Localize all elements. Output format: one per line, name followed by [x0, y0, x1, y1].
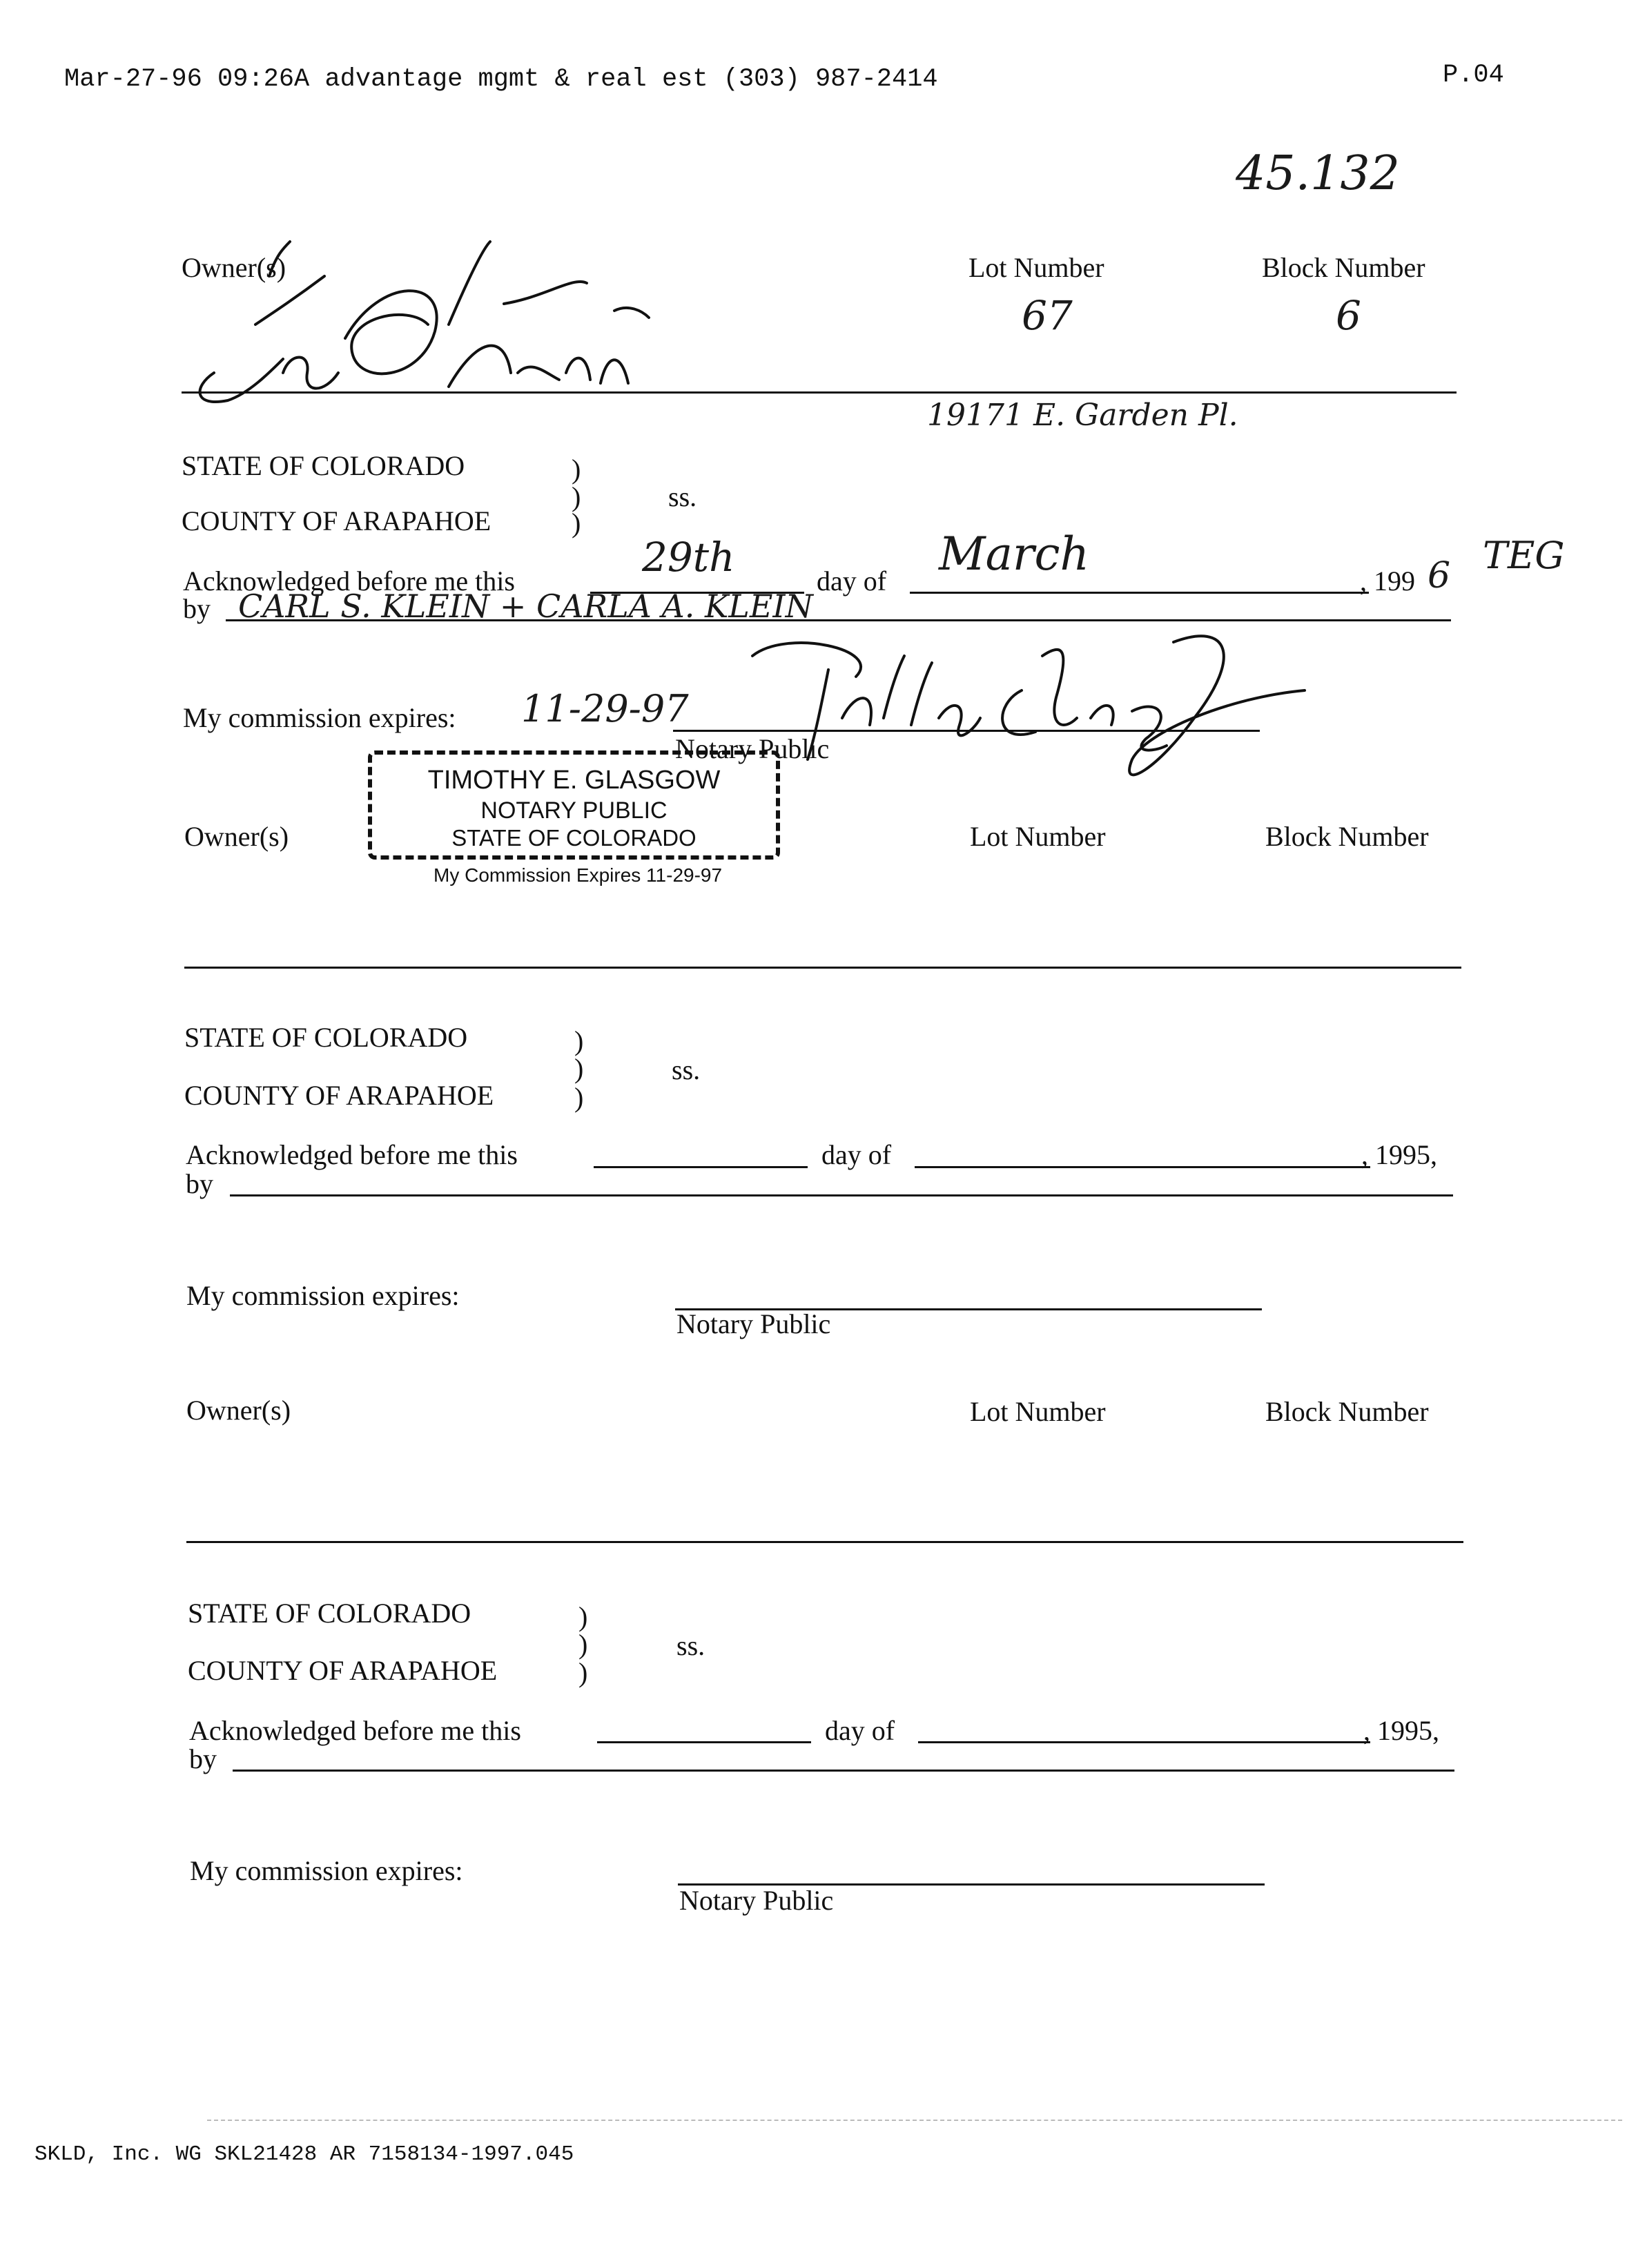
month-line-1 [910, 592, 1369, 594]
day-of-label-3: day of [825, 1715, 895, 1746]
owners-label-3: Owner(s) [186, 1395, 291, 1426]
ss-label-3: ss. [676, 1630, 705, 1661]
paren-2a: ) [574, 1025, 584, 1056]
owners-label-2: Owner(s) [184, 821, 289, 852]
paren-3b: ) [578, 1629, 588, 1660]
lot-number-label-2: Lot Number [970, 821, 1106, 852]
paren-3a: ) [578, 1601, 588, 1632]
handwritten-initials: TEG [1483, 534, 1565, 577]
commission-label-1: My commission expires: [183, 702, 456, 733]
footer-reference: SKLD, Inc. WG SKL21428 AR 7158134-1997.045 [35, 2142, 574, 2167]
handwritten-file-number: 45.132 [1236, 146, 1400, 201]
year-printed-1: , 199 [1360, 565, 1415, 597]
by-label-3: by [189, 1743, 217, 1774]
day-of-label-2: day of [821, 1139, 892, 1170]
by-label-1: by [183, 593, 211, 624]
notary-stamp [368, 750, 780, 860]
notary-signature-image [746, 614, 1312, 794]
fax-page-number: P.04 [1443, 61, 1504, 90]
day-value-1: 29th [642, 534, 735, 581]
stamp-commission-expires: My Commission Expires 11-29-97 [434, 864, 723, 886]
day-of-label-1: day of [817, 565, 887, 597]
by-label-2: by [186, 1168, 213, 1199]
year-handwritten-1: 6 [1428, 555, 1451, 597]
year-label-3: , 1995, [1363, 1715, 1439, 1746]
by-line-3 [233, 1770, 1454, 1772]
ss-label-1: ss. [668, 481, 697, 512]
stamp-notary-state: STATE OF COLORADO [451, 825, 697, 851]
state-label-3: STATE OF COLORADO [188, 1598, 471, 1629]
fax-header-line: Mar-27-96 09:26A advantage mgmt & real est (303) 987-2414 [64, 65, 938, 94]
state-label-1: STATE OF COLORADO [182, 450, 465, 481]
lot-number-label-3: Lot Number [970, 1396, 1106, 1427]
county-label-2: COUNTY OF ARAPAHOE [184, 1080, 494, 1111]
paren-2c: ) [574, 1082, 584, 1113]
block-number-label-2: Block Number [1265, 821, 1429, 852]
paren-1a: ) [572, 454, 581, 485]
lot-number-label-1: Lot Number [968, 252, 1104, 283]
by-line-2 [230, 1194, 1453, 1196]
owner-line-3 [186, 1541, 1463, 1543]
month-line-2 [915, 1166, 1370, 1168]
paren-1c: ) [572, 507, 581, 539]
owner-line-1 [182, 391, 1457, 394]
commission-label-2: My commission expires: [186, 1280, 460, 1311]
ss-label-2: ss. [672, 1054, 701, 1085]
notary-public-label-3: Notary Public [679, 1885, 834, 1916]
block-number-label-1: Block Number [1262, 252, 1425, 283]
stamp-notary-title: NOTARY PUBLIC [480, 797, 668, 824]
notary-public-label-2: Notary Public [676, 1308, 831, 1339]
acknowledged-label-1: Acknowledged before me this [183, 565, 515, 597]
year-label-2: , 1995, [1361, 1139, 1437, 1170]
property-address-1: 19171 E. Garden Pl. [927, 398, 1238, 433]
paren-2b: ) [574, 1053, 584, 1084]
day-line-2 [594, 1166, 808, 1168]
county-label-1: COUNTY OF ARAPAHOE [182, 505, 491, 536]
stamp-notary-name: TIMOTHY E. GLASGOW [427, 766, 721, 795]
owner-line-2 [184, 967, 1461, 969]
month-value-1: March [939, 527, 1089, 581]
commission-label-3: My commission expires: [190, 1855, 463, 1886]
acknowledged-label-3: Acknowledged before me this [189, 1715, 521, 1746]
scan-noise-line [207, 2120, 1622, 2121]
block-number-label-3: Block Number [1265, 1396, 1429, 1427]
county-label-3: COUNTY OF ARAPAHOE [188, 1655, 498, 1686]
state-label-2: STATE OF COLORADO [184, 1022, 468, 1053]
paren-3c: ) [578, 1657, 588, 1688]
commission-value-1: 11-29-97 [521, 687, 689, 730]
block-number-value-1: 6 [1336, 292, 1361, 339]
owners-label-1: Owner(s) [182, 252, 286, 283]
notary-public-label-1: Notary Public [675, 733, 830, 764]
owner-signature-image [186, 235, 683, 407]
by-value-1: CARL S. KLEIN + CARLA A. KLEIN [238, 588, 813, 625]
month-line-3 [918, 1741, 1370, 1743]
lot-number-value-1: 67 [1022, 292, 1073, 339]
acknowledged-label-2: Acknowledged before me this [186, 1139, 518, 1170]
paren-1b: ) [572, 481, 581, 512]
day-line-3 [597, 1741, 811, 1743]
